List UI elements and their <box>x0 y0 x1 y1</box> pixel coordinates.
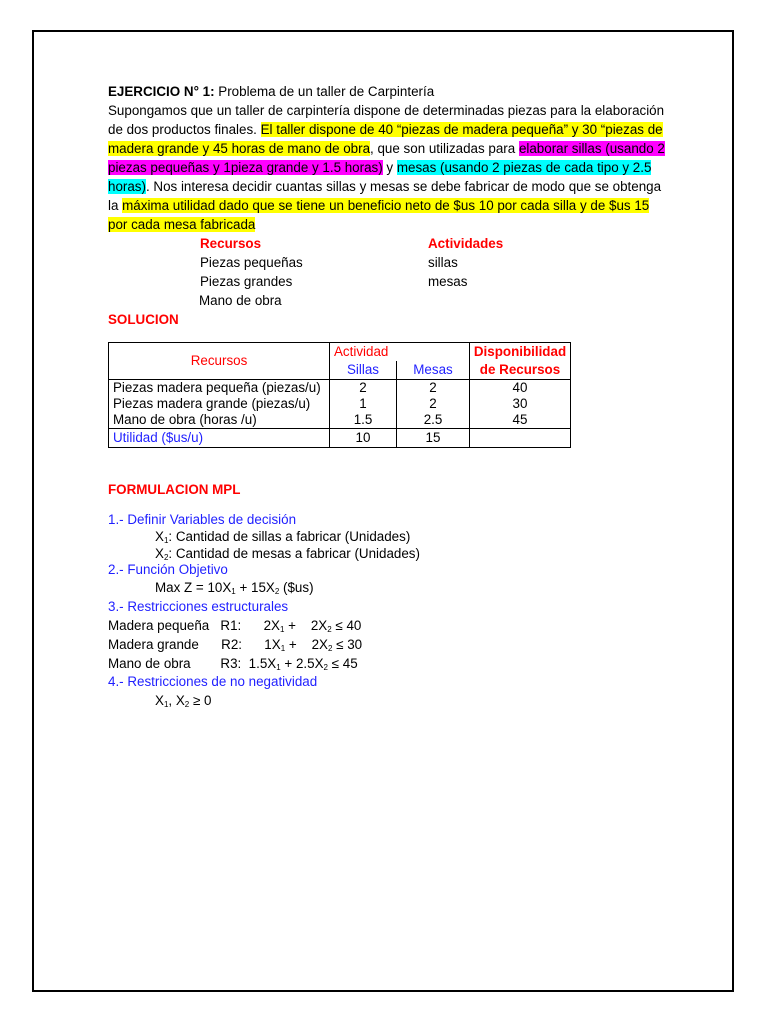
list-row: Piezas pequeñas sillas <box>200 255 458 270</box>
exercise-title: EJERCICIO N° 1: <box>108 84 215 99</box>
list-row: Piezas grandes mesas <box>200 274 468 289</box>
objective-function: Max $Z = 10X_1 + 15X_2$ ($us) <box>155 580 314 596</box>
resources-table <box>108 342 571 448</box>
exercise-text <box>108 82 668 329</box>
table-header-actividad: Actividad <box>330 343 470 362</box>
restriction-r2: Madera grande R2: $1X_1$ + $2X_2 \le 30$ <box>108 637 363 653</box>
list-header: Recursos Actividades <box>200 236 504 251</box>
nonnegativity-constraint: $X_1$, $X_2 \ge 0$ <box>155 693 212 709</box>
section-variables: 1.- Definir Variables de decisión <box>108 512 297 527</box>
highlight-resources: El taller dispone de 40 “piezas de madera pequeña” y 30 “piezas de madera grande y 45 horas de mano de obra <box>108 122 663 156</box>
variable-x2: $X_2$: Cantidad de mesas a fabricar (Unidades) <box>155 546 420 562</box>
table-header-recursos: Recursos <box>109 343 330 380</box>
highlight-sillas: elaborar sillas (usando 2 piezas pequeñas y 1pieza grande y 1.5 horas) <box>108 141 665 175</box>
highlight-utilidad: máxima utilidad dado que se tiene un beneficio neto de $us 10 por cada silla y de $us 15 por cada mesa fabricada <box>108 198 650 232</box>
exercise-paragraph: EJERCICIO N° 1: Problema de un taller de Carpintería Supongamos que un taller de carpintería dispone de determinadas piezas para la elaboración de dos productos finales. El taller dispone de 40 “piezas de madera pequeña” y 30 “piezas de madera grande y 45 horas de mano de obra, que son utilizadas para elaborar sillas (usando 2 piezas pequeñas y 1pieza grande y 1.5 horas) y mesas (usando 2 piezas de cada tipo y 2.5 horas). Nos interesa decidir cuantas sillas y mesas se debe fabricar de modo que se obtenga la máxima utilidad dado que se tiene un beneficio neto de $us 10 por cada silla y de $us 15 por cada mesa fabricada <box>108 84 665 232</box>
section-nonnegativity: 4.- Restricciones de no negatividad <box>108 674 318 689</box>
highlight-mesas: mesas (usando 2 piezas de cada tipo y 2.5 horas) <box>108 160 652 194</box>
list-row: Mano de obra <box>199 293 282 308</box>
table-header-disponibilidad: Disponibilidad de Recursos <box>470 343 571 380</box>
table-row-utilidad: Utilidad ($us/u) 10 15 <box>109 429 571 448</box>
table-row: Piezas madera pequeña (piezas/u) 2 2 40 <box>109 380 571 397</box>
variable-x1: $X_1$: Cantidad de sillas a fabricar (Unidades) <box>155 529 411 545</box>
restriction-r1: Madera pequeña R1: $2X_1$ + $2X_2 \le 40$ <box>108 618 362 634</box>
table-header-mesas: Mesas <box>397 361 470 380</box>
table-row: Mano de obra (horas /u) 1.5 2.5 45 <box>109 412 571 429</box>
formulacion-title: FORMULACION MPL <box>108 482 241 497</box>
section-objective: 2.- Función Objetivo <box>108 562 228 577</box>
table-row: Piezas madera grande (piezas/u) 1 2 30 <box>109 396 571 412</box>
solucion-heading: SOLUCION <box>108 312 179 327</box>
section-restrictions: 3.- Restricciones estructurales <box>108 599 289 614</box>
table-header-sillas: Sillas <box>330 361 397 380</box>
restriction-r3: Mano de obra R3: $1.5X_1 + 2.5X_2 \le 45$ <box>108 656 358 672</box>
